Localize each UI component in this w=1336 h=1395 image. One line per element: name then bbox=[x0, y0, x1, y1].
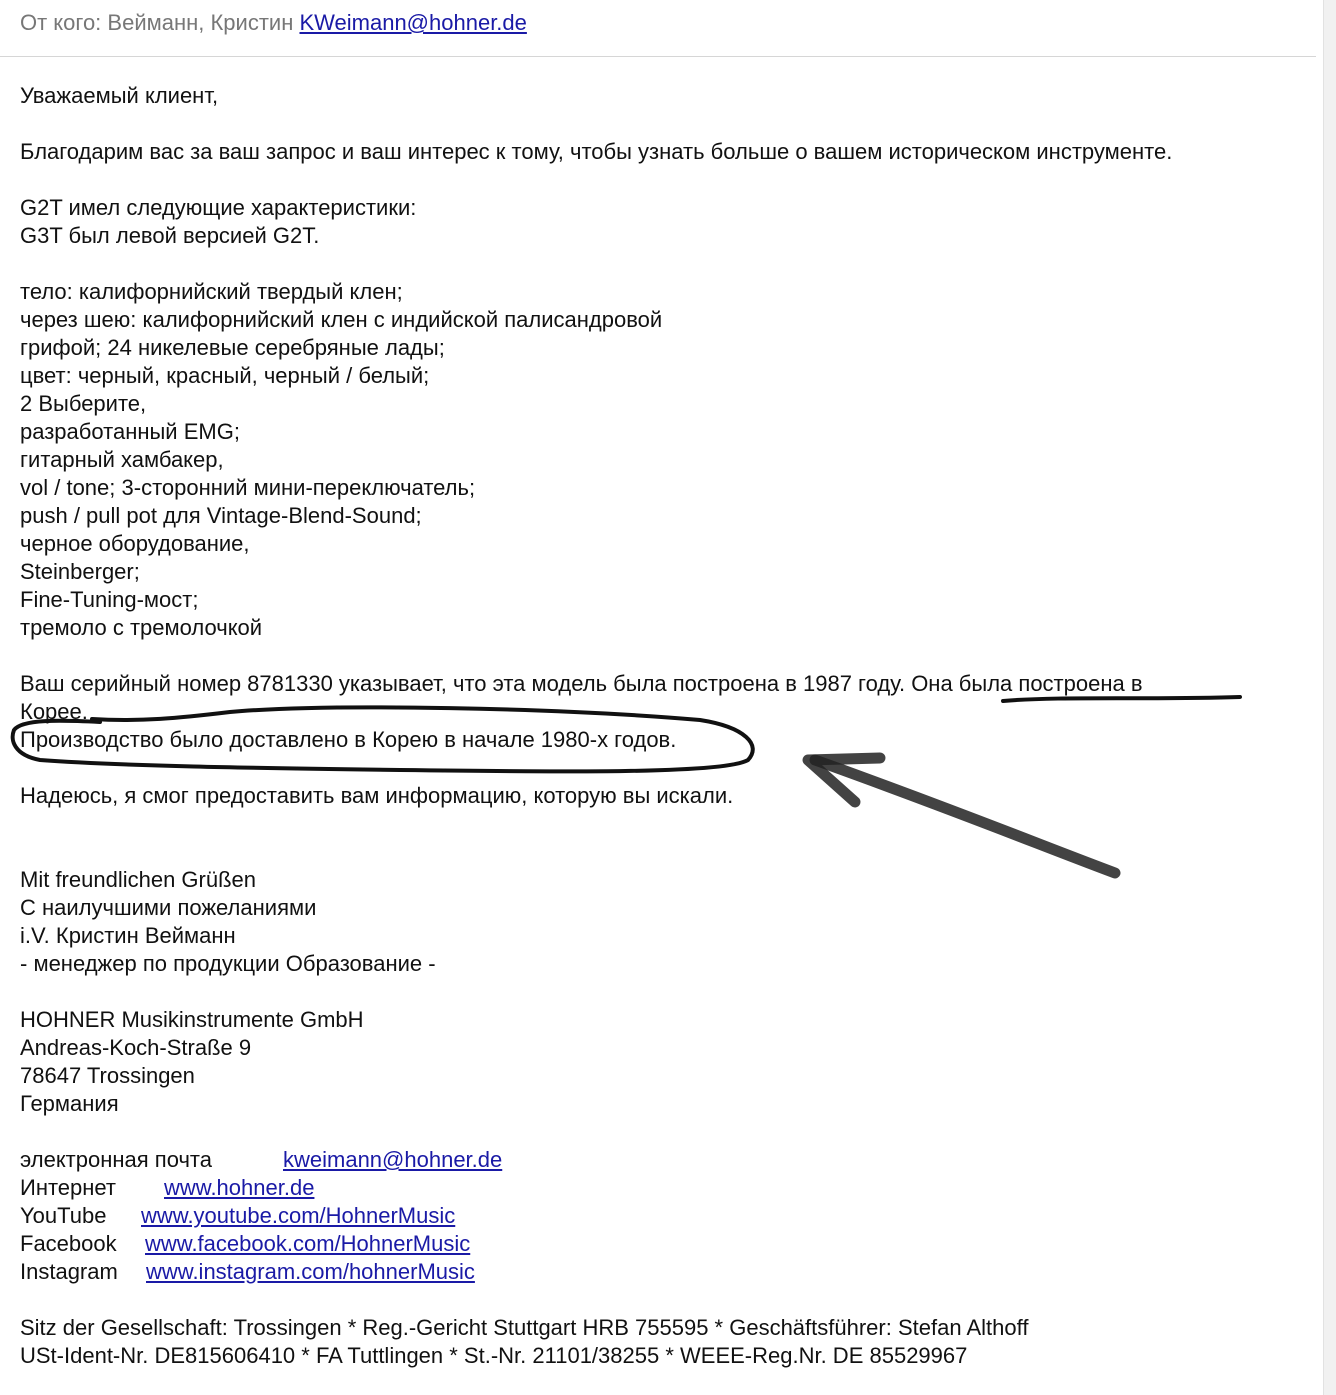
spec-line: разработанный EMG; bbox=[20, 419, 240, 444]
serial-line-continued: Корее. bbox=[20, 699, 88, 724]
intro-line: G3T был левой версией G2T. bbox=[20, 223, 320, 248]
legal-line: USt-Ident-Nr. DE815606410 * FA Tuttlingen * St.-Nr. 21101/38255 * WEEE-Reg.Nr. DE 85529967 bbox=[20, 1343, 968, 1368]
contact-label: Facebook bbox=[20, 1231, 117, 1256]
contact-row bbox=[20, 1230, 1310, 1258]
contact-label: YouTube bbox=[20, 1203, 107, 1228]
spec-line: тремоло с тремолочкой bbox=[20, 615, 263, 640]
spec-line: черное оборудование, bbox=[20, 531, 250, 556]
company-line: 78647 Trossingen bbox=[20, 1063, 195, 1088]
contact-row bbox=[20, 1146, 1310, 1174]
spec-line: через шею: калифорнийский клен с индийской палисандровой bbox=[20, 307, 663, 332]
from-line bbox=[20, 9, 527, 37]
company-line: HOHNER Musikinstrumente GmbH bbox=[20, 1007, 364, 1032]
scrollbar[interactable] bbox=[1323, 0, 1336, 1395]
from-label: От кого: Вейманн, Кристин bbox=[20, 10, 294, 35]
email-body bbox=[20, 82, 1310, 1370]
sender-email-link[interactable]: KWeimann@hohner.de bbox=[299, 10, 527, 35]
serial-line: Ваш серийный номер 8781330 указывает, что эта модель была построена в 1987 году. Она была построена в bbox=[20, 671, 1143, 696]
website-link[interactable]: www.hohner.de bbox=[164, 1175, 315, 1200]
intro-line: G2T имел следующие характеристики: bbox=[20, 195, 417, 220]
instagram-link[interactable]: www.instagram.com/hohnerMusic bbox=[146, 1259, 475, 1284]
spec-line: Steinberger; bbox=[20, 559, 140, 584]
signature-line: С наилучшими пожеланиями bbox=[20, 895, 317, 920]
spec-line: грифой; 24 никелевые серебряные лады; bbox=[20, 335, 445, 360]
youtube-link[interactable]: www.youtube.com/HohnerMusic bbox=[141, 1203, 456, 1228]
thanks-paragraph: Благодарим вас за ваш запрос и ваш интерес к тому, чтобы узнать больше о вашем историческом инструменте. bbox=[20, 139, 1173, 164]
spec-line: 2 Выберите, bbox=[20, 391, 147, 416]
spec-line: цвет: черный, красный, черный / белый; bbox=[20, 363, 430, 388]
spec-line: Fine-Tuning-мост; bbox=[20, 587, 199, 612]
email-header bbox=[0, 0, 1316, 57]
contact-label: Instagram bbox=[20, 1259, 118, 1284]
contact-row bbox=[20, 1258, 1310, 1286]
email-link[interactable]: kweimann@hohner.de bbox=[283, 1147, 503, 1172]
greeting: Уважаемый клиент, bbox=[20, 83, 219, 108]
production-line: Производство было доставлено в Корею в начале 1980-х годов. bbox=[20, 727, 677, 752]
spec-line: гитарный хамбакер, bbox=[20, 447, 224, 472]
hope-line: Надеюсь, я смог предоставить вам информацию, которую вы искали. bbox=[20, 783, 734, 808]
company-line: Andreas-Koch-Straße 9 bbox=[20, 1035, 252, 1060]
contact-label: электронная почта bbox=[20, 1147, 212, 1172]
company-line: Германия bbox=[20, 1091, 119, 1116]
signature-line: i.V. Кристин Вейманн bbox=[20, 923, 236, 948]
contact-label: Интернет bbox=[20, 1175, 116, 1200]
signature-line: Mit freundlichen Grüßen bbox=[20, 867, 256, 892]
signature-line: - менеджер по продукции Образование - bbox=[20, 951, 436, 976]
contact-row bbox=[20, 1202, 1310, 1230]
facebook-link[interactable]: www.facebook.com/HohnerMusic bbox=[145, 1231, 471, 1256]
legal-line: Sitz der Gesellschaft: Trossingen * Reg.-Gericht Stuttgart HRB 755595 * Geschäftsführer: Stefan Althoff bbox=[20, 1315, 1029, 1340]
contact-row bbox=[20, 1174, 1310, 1202]
spec-line: push / pull pot для Vintage-Blend-Sound; bbox=[20, 503, 422, 528]
spec-line: тело: калифорнийский твердый клен; bbox=[20, 279, 403, 304]
spec-line: vol / tone; 3-сторонний мини-переключатель; bbox=[20, 475, 476, 500]
